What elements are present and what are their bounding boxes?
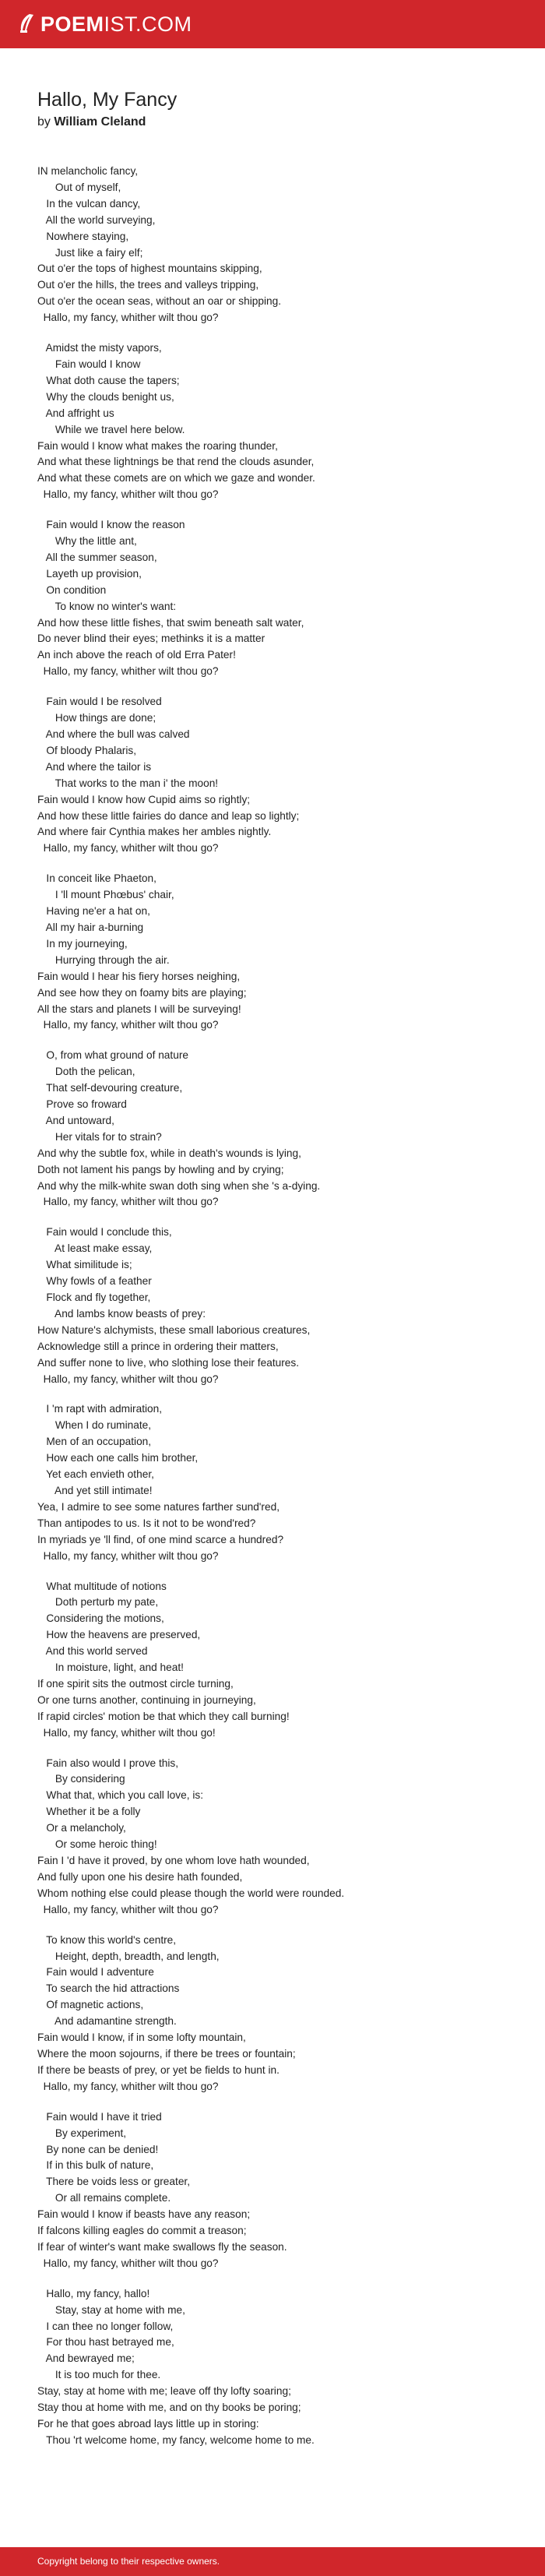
stanza <box>37 1579 520 1742</box>
stanza <box>37 871 520 1034</box>
stanza <box>37 2286 520 2449</box>
poem-line: And untoward, <box>37 1114 118 1126</box>
poem-line: In the vulcan dancy, <box>37 197 143 210</box>
poem-line: Of magnetic actions, <box>37 1999 146 2011</box>
poem-line: Fain would I know what makes the roaring thunder, <box>37 439 281 452</box>
poem-line: Whether it be a folly <box>37 1806 144 1818</box>
poem-line: What similitude is; <box>37 1259 135 1271</box>
poem-line: All the summer season, <box>37 551 160 563</box>
poem-line: Or all remains complete. <box>37 2192 174 2204</box>
poem-line: And lambs know beasts of prey: <box>37 1307 209 1320</box>
poem-line: Stay, stay at home with me, <box>37 2303 188 2316</box>
poem-line: In myriads ye 'll find, of one mind scarce a hundred? <box>37 1533 287 1545</box>
poem-line: Why the clouds benight us, <box>37 390 178 403</box>
poem-line: Yet each envieth other, <box>37 1468 154 1481</box>
poem-line: Hallo, my fancy, whither wilt thou go? <box>37 1019 219 1031</box>
stanza <box>37 1401 520 1564</box>
poem-line: Why fowls of a feather <box>37 1275 155 1288</box>
poem-line: Fain would I be resolved <box>37 696 165 708</box>
poem-line: And how these little fishes, that swim beneath salt water, <box>37 616 308 629</box>
poem-line: Out o'er the ocean seas, without an oar or shipping. <box>37 295 284 308</box>
poem-line: And where the bull was calved <box>37 728 193 740</box>
stanza <box>37 1048 520 1210</box>
poem-line: And why the subtle fox, while in death's wounds is lying, <box>37 1147 304 1159</box>
poem-line: Hallo, my fancy, whither wilt thou go? <box>37 1549 219 1562</box>
poem-line: Hallo, my fancy, whither wilt thou go? <box>37 488 222 501</box>
poem-line: Where the moon sojourns, if there be trees or fountain; <box>37 2047 299 2060</box>
stanza <box>37 1756 520 1919</box>
poem-line: Than antipodes to us. Is it not to be wond'red? <box>37 1517 259 1529</box>
poem-line: In moisture, light, and heat! <box>37 1662 187 1674</box>
poem-line: Amidst the misty vapors, <box>37 342 165 354</box>
site-logo-link[interactable] <box>17 11 192 37</box>
stanza <box>37 340 520 503</box>
poem-line: I can thee no longer follow, <box>37 2320 177 2332</box>
poem-line: By none can be denied! <box>37 2143 162 2155</box>
poem-line: Her vitals for to strain? <box>37 1130 165 1143</box>
poem-line: Out of myself, <box>37 181 121 193</box>
poem-line: Hallo, my fancy, whither wilt thou go? <box>37 312 219 324</box>
poem-line: Doth perturb my pate, <box>37 1596 161 1609</box>
poem-line: How the heavens are preserved, <box>37 1629 204 1641</box>
poem-line: I 'm rapt with admiration, <box>37 1403 165 1415</box>
poem-line: Or a melancholy, <box>37 1822 129 1834</box>
poem-line: Considering the motions, <box>37 1612 167 1625</box>
poem-line: If in this bulk of nature, <box>37 2159 156 2172</box>
logo-bold-part: POEM <box>40 12 104 36</box>
poem-line: If fear of winter's want make swallows fly the season. <box>37 2240 290 2253</box>
poem-line: Acknowledge still a prince in ordering their matters, <box>37 1340 282 1352</box>
poem-line: To know this world's centre, <box>37 1933 179 1946</box>
poem-line: And suffer none to live, who slothing lose their features. <box>37 1356 302 1369</box>
poem-line: If falcons killing eagles do commit a treason; <box>37 2225 250 2237</box>
poem-line: O, from what ground of nature <box>37 1049 192 1062</box>
poem-line: And adamantine strength. <box>37 2015 180 2028</box>
stanza <box>37 2109 520 2272</box>
poem-line: On condition <box>37 583 110 596</box>
poem-line: There be voids less or greater, <box>37 2176 193 2188</box>
poem-body <box>37 164 520 2449</box>
poem-line: How Nature's alchymists, these small laborious creatures, <box>37 1323 314 1336</box>
poem-line: That works to the man i' the moon! <box>37 777 221 789</box>
poem-line: How each one calls him brother, <box>37 1452 201 1464</box>
poem-line: And where fair Cynthia makes her ambles nightly. <box>37 826 275 838</box>
poem-line: All the world surveying, <box>37 213 159 226</box>
poem-line: Stay thou at home with me, and on thy books be poring; <box>37 2402 304 2414</box>
poem-line: Do never blind their eyes; methinks it is a matter <box>37 633 268 645</box>
poem-line: And what these lightnings be that rend the clouds asunder, <box>37 456 318 468</box>
poem-line: Just like a fairy elf; <box>37 246 143 259</box>
poem-line: Fain would I hear his fiery horses neighing, <box>37 970 244 982</box>
poem-line: Prove so froward <box>37 1098 130 1111</box>
poem-line: Yea, I admire to see some natures farther sund'red, <box>37 1500 283 1513</box>
poem-line: And why the milk-white swan doth sing when she 's a-dying. <box>37 1179 324 1192</box>
poem-line: Doth not lament his pangs by howling and by crying; <box>37 1163 287 1175</box>
poem-line: Fain would I know if beasts have any reason; <box>37 2208 253 2221</box>
poem-line: Out o'er the tops of highest mountains skipping, <box>37 263 265 275</box>
poem-line: Flock and fly together, <box>37 1292 154 1303</box>
poem-line: If there be beasts of prey, or yet be fields to hunt in. <box>37 2063 283 2076</box>
poem-line: If one spirit sits the outmost circle turning, <box>37 1677 237 1690</box>
poem-line: And bewrayed me; <box>37 2352 138 2365</box>
poem-line: Hallo, my fancy, whither wilt thou go? <box>37 1903 219 1915</box>
poem-line: What doth cause the tapers; <box>37 374 183 386</box>
poem-line: What that, which you call love, is: <box>37 1789 206 1802</box>
poem-line: Nowhere staying, <box>37 230 132 242</box>
poem-line: Hallo, my fancy, whither wilt thou go? <box>37 2080 219 2092</box>
poem-line: And this world served <box>37 1645 151 1658</box>
poem-line: Hallo, my fancy, whither wilt thou go? <box>37 842 219 855</box>
poem-line: Or some heroic thing! <box>37 1838 160 1851</box>
poem-line: Fain would I know the reason <box>37 519 188 531</box>
poem-line: Fain would I know how Cupid aims so rightly; <box>37 793 253 805</box>
poem-content <box>37 87 520 2463</box>
poem-line: Out o'er the hills, the trees and valleys tripping, <box>37 279 262 291</box>
poem-line: And yet still intimate! <box>37 1484 156 1496</box>
poem-line: Why the little ant, <box>37 535 140 548</box>
poem-line: Height, depth, breadth, and length, <box>37 1950 223 1962</box>
poem-line: Hallo, my fancy, hallo! <box>37 2287 153 2299</box>
poem-line: Fain would I conclude this, <box>37 1226 175 1239</box>
poem-line: An inch above the reach of old Erra Pater! <box>37 649 239 661</box>
site-footer <box>0 2547 545 2576</box>
poem-line: And what these comets are on which we gaze and wonder. <box>37 472 318 485</box>
poem-line: Hallo, my fancy, whither wilt thou go? <box>37 1196 219 1208</box>
feather-pen-icon <box>17 13 34 35</box>
stanza <box>37 517 520 680</box>
poem-line: Fain would I adventure <box>37 1966 157 1979</box>
poem-line: Hurrying through the air. <box>37 953 173 966</box>
poem-line: All the stars and planets I will be surveying! <box>37 1003 244 1015</box>
poem-line: To know no winter's want: <box>37 600 179 612</box>
poem-line: How things are done; <box>37 712 159 724</box>
poem-line: I 'll mount Phœbus' chair, <box>37 889 178 901</box>
poem-line: By considering <box>37 1773 128 1785</box>
poem-line: Doth the pelican, <box>37 1066 139 1078</box>
poem-line: If rapid circles' motion be that which they call burning! <box>37 1710 293 1722</box>
poem-line: Layeth up provision, <box>37 567 145 580</box>
poem-line: Men of an occupation, <box>37 1436 154 1448</box>
stanza <box>37 694 520 857</box>
poem-line: Fain would I know <box>37 358 144 370</box>
poem-line: Whom nothing else could please though the world were rounded. <box>37 1887 347 1899</box>
stanza <box>37 164 520 326</box>
poem-line: When I do ruminate, <box>37 1419 154 1432</box>
poem-line: That self-devouring creature, <box>37 1082 185 1094</box>
poem-line: Hallo, my fancy, whither wilt thou go! <box>37 1726 216 1739</box>
poem-line: Hallo, my fancy, whither wilt thou go? <box>37 1373 219 1385</box>
byline-prefix: by <box>37 115 54 129</box>
stanza <box>37 1933 520 2095</box>
poem-line: For thou hast betrayed me, <box>37 2336 178 2349</box>
poem-line: In my journeying, <box>37 937 131 950</box>
poem-line: And how these little fairies do dance and leap so lightly; <box>37 809 303 822</box>
poem-line: Having ne'er a hat on, <box>37 905 153 918</box>
poem-line: Hallo, my fancy, whither wilt thou go? <box>37 2257 219 2269</box>
poem-line: It is too much for thee. <box>37 2369 164 2381</box>
poem-line: And affright us <box>37 407 114 419</box>
author-link[interactable]: William Cleland <box>54 115 146 129</box>
poem-line: By experiment, <box>37 2127 129 2139</box>
poem-line: Fain would I have it tried <box>37 2110 165 2123</box>
poem-byline <box>37 114 520 131</box>
poem-line: Or one turns another, continuing in journeying, <box>37 1693 259 1706</box>
poem-title: Hallo, My Fancy <box>37 89 178 111</box>
poem-line: Of bloody Phalaris, <box>37 744 139 756</box>
poem-line: And fully upon one his desire hath founded, <box>37 1870 246 1883</box>
site-header <box>0 0 545 48</box>
poem-line: And see how they on foamy bits are playing; <box>37 986 250 999</box>
copyright-notice: Copyright belong to their respective owners. <box>37 2556 220 2567</box>
poem-line: While we travel here below. <box>37 423 188 435</box>
poem-line: Hallo, my fancy, whither wilt thou go? <box>37 665 219 678</box>
poem-line: Stay, stay at home with me; leave off thy lofty soaring; <box>37 2385 294 2398</box>
poem-line: What multitude of notions <box>37 1580 170 1592</box>
poem-line: Fain also would I prove this, <box>37 1757 181 1769</box>
poem-line: And where the tailor is <box>37 760 154 773</box>
poem-line: Fain I 'd have it proved, by one whom love hath wounded, <box>37 1855 313 1866</box>
poem-line: Fain would I know, if in some lofty mountain, <box>37 2032 249 2044</box>
logo-rest-part: IST.COM <box>104 12 192 36</box>
poem-line: In conceit like Phaeton, <box>37 872 160 885</box>
poem-line: To search the hid attractions <box>37 1982 183 1995</box>
poem-line: At least make essay, <box>37 1242 156 1255</box>
poem-line: All my hair a-burning <box>37 921 146 933</box>
poem-line: Thou 'rt welcome home, my fancy, welcome home to me. <box>37 2433 315 2446</box>
site-logo-text <box>40 12 192 37</box>
poem-line: For he that goes abroad lays little up in storing: <box>37 2418 262 2430</box>
stanza <box>37 1225 520 1387</box>
poem-line: IN melancholic fancy, <box>37 165 141 177</box>
